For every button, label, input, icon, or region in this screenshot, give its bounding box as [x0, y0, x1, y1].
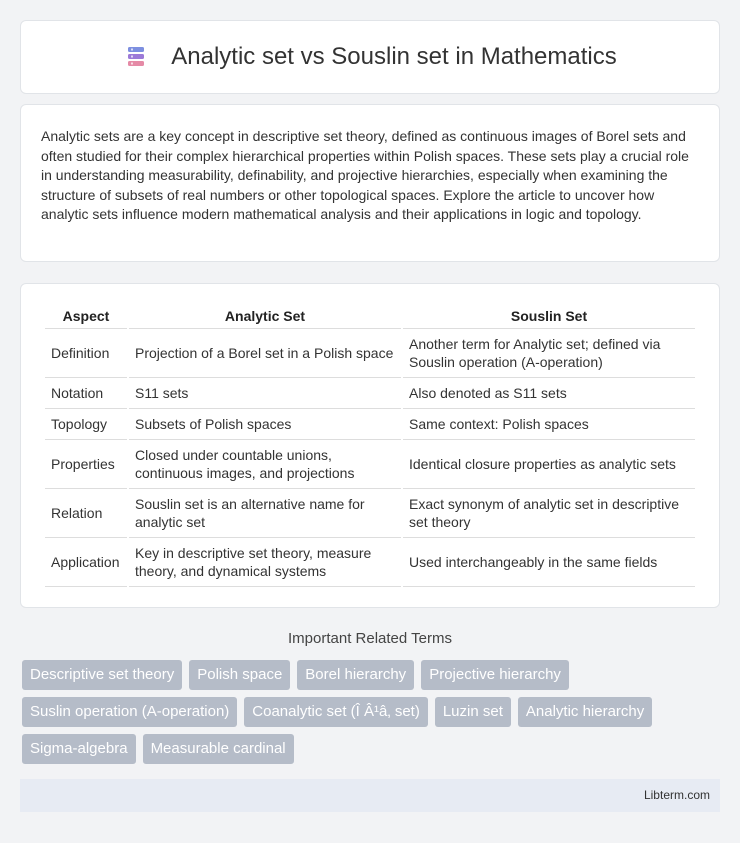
table-row — [45, 538, 695, 587]
header-souslin-set: Souslin Set — [403, 304, 695, 329]
cell-souslin: Another term for Analytic set; defined via Souslin operation (A-operation) — [403, 329, 695, 378]
cell-souslin: Exact synonym of analytic set in descriptive set theory — [403, 489, 695, 538]
related-term-tag[interactable]: Analytic hierarchy — [518, 697, 652, 727]
cell-souslin: Same context: Polish spaces — [403, 409, 695, 440]
cell-aspect: Application — [45, 538, 127, 587]
cell-aspect: Properties — [45, 440, 127, 489]
cell-aspect: Topology — [45, 409, 127, 440]
page-title: Analytic set vs Souslin set in Mathematics — [171, 43, 617, 70]
related-term-tag[interactable]: Suslin operation (A-operation) — [22, 697, 237, 727]
table-header-row — [45, 304, 695, 329]
cell-analytic: Closed under countable unions, continuous images, and projections — [129, 440, 401, 489]
related-term-tag[interactable]: Polish space — [189, 660, 290, 690]
cell-souslin: Used interchangeably in the same fields — [403, 538, 695, 587]
table-row — [45, 489, 695, 538]
cell-analytic: Key in descriptive set theory, measure theory, and dynamical systems — [129, 538, 401, 587]
cell-aspect: Definition — [45, 329, 127, 378]
related-term-tag[interactable]: Luzin set — [435, 697, 511, 727]
cell-aspect: Notation — [45, 378, 127, 409]
cell-analytic: Subsets of Polish spaces — [129, 409, 401, 440]
table-row — [45, 329, 695, 378]
table-row — [45, 409, 695, 440]
intro-card — [20, 104, 720, 262]
related-term-tag[interactable]: Descriptive set theory — [22, 660, 182, 690]
cell-souslin: Also denoted as S11 sets — [403, 378, 695, 409]
header-analytic-set: Analytic Set — [129, 304, 401, 329]
cell-souslin: Identical closure properties as analytic sets — [403, 440, 695, 489]
table-row — [45, 378, 695, 409]
related-term-tag[interactable]: Coanalytic set (Î Â¹â‚ set) — [244, 697, 428, 727]
footer-site-link[interactable]: Libterm.com — [643, 788, 710, 802]
cell-analytic: Souslin set is an alternative name for analytic set — [129, 489, 401, 538]
comparison-table-card — [20, 283, 720, 608]
cell-aspect: Relation — [45, 489, 127, 538]
intro-paragraph: Analytic sets are a key concept in descriptive set theory, defined as continuous images of Borel sets and often studied for their complex hierarchical properties within Polish spaces. These sets play a crucial role in understanding measurability, definability, and projective hierarchies, especially when examining the structure of subsets of real numbers or other topological spaces. Explore the article to uncover how analytic sets influence modern mathematical analysis and their applications in logic and topology. — [41, 128, 689, 222]
comparison-table — [43, 304, 697, 587]
related-term-tag[interactable]: Borel hierarchy — [297, 660, 414, 690]
title-card — [20, 20, 720, 94]
related-term-tag[interactable]: Measurable cardinal — [143, 734, 294, 764]
related-terms-heading: Important Related Terms — [288, 630, 452, 647]
related-terms-list — [22, 660, 722, 764]
footer — [20, 779, 720, 812]
related-term-tag[interactable]: Sigma-algebra — [22, 734, 136, 764]
related-term-tag[interactable]: Projective hierarchy — [421, 660, 569, 690]
header-aspect: Aspect — [45, 304, 127, 329]
cell-analytic: S11 sets — [129, 378, 401, 409]
table-row — [45, 440, 695, 489]
stacked-layers-icon — [123, 44, 149, 70]
cell-analytic: Projection of a Borel set in a Polish space — [129, 329, 401, 378]
